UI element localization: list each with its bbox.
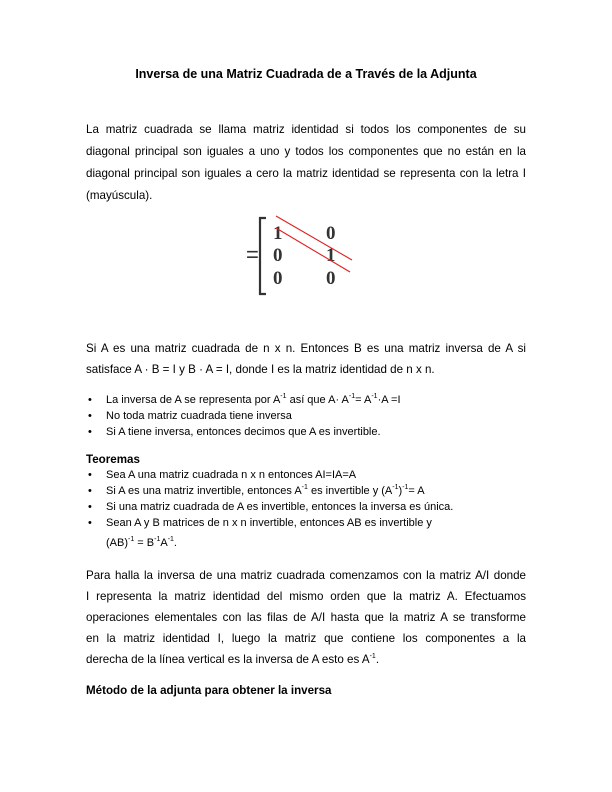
procedure-line-4: en la matriz identidad I, luego la matriz que contiene los componentes a la: [86, 632, 526, 645]
matrix-cell-r3c2: 0: [326, 268, 336, 289]
intro-line-4: (mayúscula).: [86, 189, 153, 202]
diagonal-line-lower: [276, 228, 350, 272]
intro-line-3: diagonal principal son iguales a cero la matriz identidad se representa con la letra I: [86, 167, 526, 180]
theorem-identity: • Sea A una matriz cuadrada n x n entonces AI=IA=A: [106, 469, 356, 481]
method-heading: Método de la adjunta para obtener la inversa: [86, 684, 332, 697]
matrix-cell-r1c2: 0: [326, 223, 336, 244]
bullet-invertible-def: • Si A tiene inversa, entonces decimos que A es invertible.: [106, 426, 381, 438]
intro-line-2: diagonal principal son iguales a uno y todos los componentes que no están en la: [86, 145, 526, 158]
matrix-cell-r2c1: 0: [273, 245, 283, 266]
theorem-product-invertible: • Sean A y B matrices de n x n invertible, entonces AB es invertible y: [106, 517, 432, 529]
bullet-inverse-notation: • La inversa de A se representa por $A^{-1}$ así que $A\cdot A^{-1}= A^{-1}\cdot A =I$: [106, 394, 401, 406]
theorem-product-formula: $(AB)^{-1} = B^{-1}A^{-1}$.: [106, 536, 177, 549]
theorem-inverse-of-inverse: • Si A es una matriz invertible, entonces $A^{-1}$ es invertible y $(A^{-1})^{-1}= A$: [106, 485, 425, 497]
matrix-cell-r2c2: 1: [326, 245, 336, 266]
page-title: Inversa de una Matriz Cuadrada de a Través de la Adjunta: [135, 67, 477, 81]
bullet-not-all-invertible: • No toda matriz cuadrada tiene inversa: [106, 410, 292, 422]
theorem-unique-inverse: • Si una matriz cuadrada de A es invertible, entonces la inversa es única.: [106, 501, 453, 513]
procedure-line-5: derecha de la línea vertical es la inversa de A esto es $A^{-1}$.: [86, 653, 380, 666]
matrix-cell-r1c1: 1: [273, 223, 283, 244]
matrix-equals-sign: =: [246, 242, 259, 267]
identity-matrix-figure: [240, 212, 370, 298]
inverse-def-line-1: Si A es una matriz cuadrada de n x n. Entonces B es una matriz inversa de A si: [86, 342, 526, 355]
matrix-left-bracket: [260, 218, 266, 294]
procedure-line-3: operaciones elementales con las filas de A/I hasta que la matriz A se transforme: [86, 611, 526, 624]
theorems-heading: Teoremas: [86, 453, 140, 466]
diagonal-line-upper: [276, 216, 352, 260]
matrix-cell-r3c1: 0: [273, 268, 283, 289]
procedure-line-1: Para halla la inversa de una matriz cuadrada comenzamos con la matriz A/I donde: [86, 569, 526, 582]
intro-line-1: La matriz cuadrada se llama matriz identidad si todos los componentes de su: [86, 123, 526, 136]
inverse-def-line-2: satisface A · B = I y B · A = I, donde I es la matriz identidad de n x n.: [86, 363, 435, 376]
procedure-line-2: I representa la matriz identidad del mismo orden que la matriz A. Efectuamos: [86, 590, 526, 603]
